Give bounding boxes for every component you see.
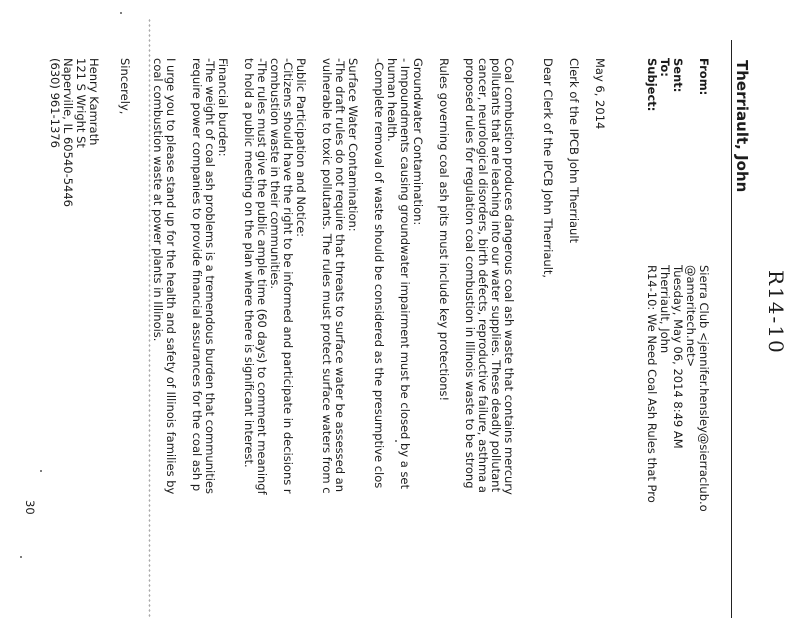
sent-value: Tuesday, May 06, 2014 8:49 AM [671,265,685,449]
from-label: From: [697,58,711,96]
page-number: 30 [23,500,37,515]
groundwater-line: human health. [385,58,399,142]
subject-value: R14-10: We Need Coal Ash Rules that Pro [645,265,659,503]
sent-label: Sent: [671,58,685,93]
rules-heading: Rules governing coal ash pits must include key protections! [437,58,451,402]
surface-line: vulnerable to toxic pollutants. The rules must protect surface waters from c [320,58,334,494]
public-heading: Public Participation and Notice: [294,58,308,238]
financial-line: -The weight of coal ash problems is a tremendous burden that communities [203,58,217,494]
groundwater-heading: Groundwater Contamination: [411,58,425,226]
sender-name: Therriault, John [733,60,751,193]
header-rule [731,40,732,618]
document-stamp: R14-10 [764,270,788,355]
public-line: combustion waste in their communities. [268,58,282,290]
surface-line: -The draft rules do not require that threats to surface water be assessed an [333,58,347,493]
urge-line: I urge you to please stand up for the health and safety of Illinois families by [164,58,178,495]
salutation: Dear Clerk of the IPCB John Therriault, [541,58,555,279]
from-value-cont: @ameritech.net> [684,265,698,368]
intro-line: proposed rules for regulation coal combustion in Illinois waste to be strong [463,58,477,489]
signature-address: 121 S Wright St [74,58,88,148]
recipient-line: Clerk of the IPCB John Therriault [567,58,581,244]
to-value: Therriault, John [658,265,672,354]
signature-phone: (630) 961-1376 [48,58,62,148]
intro-line: Coal combustion produces dangerous coal ash waste that contains mercury [502,58,516,495]
urge-line: coal combustion waste at power plants in Illinois. [151,58,165,342]
scan-speck [395,440,397,442]
intro-line: pollutants that are leaching into our water supplies. These deadly pollutant [489,58,503,492]
from-value: Sierra Club <jennifer.hensley@sierraclub.o [697,265,711,512]
signature-name: Henry Kamrath [87,58,101,146]
groundwater-line: -Complete removal of waste should be considered as the presumptive clos [372,58,386,489]
surface-heading: Surface Water Contamination: [346,58,360,232]
subject-label: Subject: [645,58,659,112]
intro-line: cancer, neurological disorders, birth defects, reproductive failure, asthma a [476,58,490,493]
scan-speck [40,470,42,472]
public-line: -Citizens should have the right to be informed and participate in decisions r [281,58,295,494]
financial-heading: Financial burden: [216,58,230,157]
to-label: To: [658,58,672,77]
scan-speck [120,12,122,14]
public-line: to hold a public meeting on the plan where there is significant interest. [242,58,256,468]
closing: Sincerely, [118,58,132,115]
signature-city: Naperville, IL 60540-5446 [61,58,75,207]
letter-date: May 6, 2014 [593,58,607,130]
scan-speck [20,556,22,558]
groundwater-line: - Impoundments causing groundwater impairment must be closed by a set [398,58,412,490]
financial-line: require power companies to provide financial assurances for the coal ash p [190,58,204,492]
public-line: -The rules must give the public ample time (60 days) to comment meaningf [255,58,269,495]
